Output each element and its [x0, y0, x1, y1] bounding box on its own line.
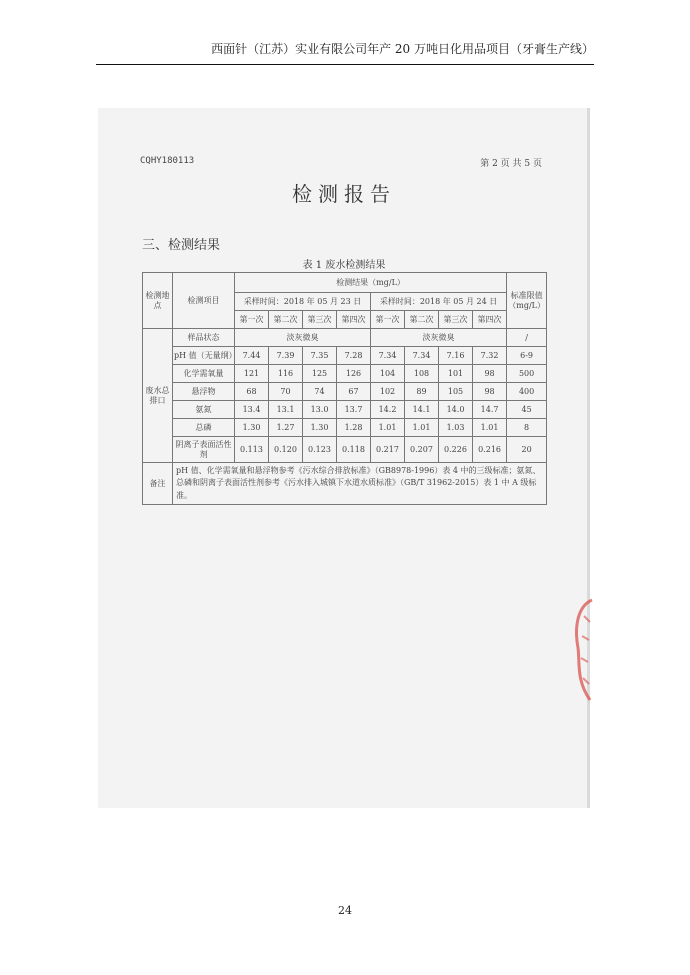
standard-cell: / [507, 329, 547, 347]
table-row [143, 401, 547, 419]
table-row [143, 347, 547, 365]
header-time: 第二次 [405, 311, 439, 329]
value-cell: 7.34 [405, 347, 439, 365]
value-cell: 101 [439, 365, 473, 383]
value-cell: 121 [235, 365, 269, 383]
table-row [143, 437, 547, 463]
value-cell: 7.39 [269, 347, 303, 365]
value-cell: 0.216 [473, 437, 507, 463]
item-cell: 氨氮 [173, 401, 235, 419]
item-cell: 样品状态 [173, 329, 235, 347]
value-cell: 14.1 [405, 401, 439, 419]
value-cell: 0.217 [371, 437, 405, 463]
value-cell: 7.44 [235, 347, 269, 365]
value-cell: 67 [337, 383, 371, 401]
note-text: pH 值、化学需氧量和悬浮物参考《污水综合排放标准》（GB8978-1996）表 4 中的三级标准；氨氮、总磷和阴离子表面活性剂参考《污水排入城镇下水道水质标准》（GB/T 31962-2015）表 1 中 A 级标准。 [173, 463, 547, 505]
value-cell: 14.2 [371, 401, 405, 419]
note-label: 备注 [143, 463, 173, 505]
value-cell: 98 [473, 365, 507, 383]
value-cell: 0.113 [235, 437, 269, 463]
value-cell: 13.4 [235, 401, 269, 419]
standard-cell: 20 [507, 437, 547, 463]
value-cell: 0.123 [303, 437, 337, 463]
value-cell: 1.27 [269, 419, 303, 437]
header-time: 第二次 [269, 311, 303, 329]
value-cell: 70 [269, 383, 303, 401]
table-row [143, 419, 547, 437]
report-title: 检测报告 [292, 182, 396, 206]
value-cell: 13.1 [269, 401, 303, 419]
standard-cell: 500 [507, 365, 547, 383]
table-row [143, 329, 547, 347]
item-cell: 化学需氧量 [173, 365, 235, 383]
value-cell: 13.0 [303, 401, 337, 419]
value-cell: 7.16 [439, 347, 473, 365]
value-cell: 0.207 [405, 437, 439, 463]
header-time: 第三次 [303, 311, 337, 329]
value-cell: 14.7 [473, 401, 507, 419]
value-cell: 116 [269, 365, 303, 383]
value-cell: 1.03 [439, 419, 473, 437]
header-time: 第一次 [235, 311, 269, 329]
standard-cell: 6-9 [507, 347, 547, 365]
header-rule [96, 64, 594, 65]
standard-cell: 45 [507, 401, 547, 419]
value-cell: 1.30 [235, 419, 269, 437]
value-cell: 7.34 [371, 347, 405, 365]
table-row [143, 365, 547, 383]
value-cell: 7.32 [473, 347, 507, 365]
value-cell: 74 [303, 383, 337, 401]
page-header: 西面针（江苏）实业有限公司年产 20 万吨日化用品项目（牙膏生产线） [211, 42, 594, 56]
header-date-1: 采样时间：2018 年 05 月 23 日 [235, 293, 371, 311]
sample-state-cell: 淡灰微臭 [371, 329, 507, 347]
value-cell: 98 [473, 383, 507, 401]
header-time: 第四次 [473, 311, 507, 329]
value-cell: 0.120 [269, 437, 303, 463]
value-cell: 14.0 [439, 401, 473, 419]
table-row [143, 383, 547, 401]
value-cell: 125 [303, 365, 337, 383]
wastewater-results-table [142, 272, 547, 505]
value-cell: 1.01 [473, 419, 507, 437]
value-cell: 0.118 [337, 437, 371, 463]
value-cell: 105 [439, 383, 473, 401]
item-cell: 总磷 [173, 419, 235, 437]
section-title: 三、检测结果 [142, 238, 221, 253]
standard-cell: 400 [507, 383, 547, 401]
header-date-2: 采样时间：2018 年 05 月 24 日 [371, 293, 507, 311]
value-cell: 104 [371, 365, 405, 383]
value-cell: 1.30 [303, 419, 337, 437]
location-cell: 废水总排口 [143, 329, 173, 463]
scanned-report-page [98, 108, 590, 808]
page-number: 24 [338, 904, 352, 917]
value-cell: 7.28 [337, 347, 371, 365]
header-results: 检测结果（mg/L） [235, 273, 507, 293]
report-page-indicator: 第 2 页 共 5 页 [480, 159, 542, 169]
value-cell: 102 [371, 383, 405, 401]
header-time: 第三次 [439, 311, 473, 329]
standard-cell: 8 [507, 419, 547, 437]
table-row [143, 463, 547, 505]
item-cell: 悬浮物 [173, 383, 235, 401]
value-cell: 108 [405, 365, 439, 383]
value-cell: 0.226 [439, 437, 473, 463]
value-cell: 13.7 [337, 401, 371, 419]
item-cell: pH 值（无量纲） [173, 347, 235, 365]
header-time: 第一次 [371, 311, 405, 329]
sample-state-cell: 淡灰微臭 [235, 329, 371, 347]
header-time: 第四次 [337, 311, 371, 329]
value-cell: 89 [405, 383, 439, 401]
value-cell: 1.01 [405, 419, 439, 437]
report-id: CQHY180113 [140, 156, 195, 166]
table-caption: 表 1 废水检测结果 [302, 260, 386, 271]
header-location: 检测地点 [143, 273, 173, 329]
red-seal-stamp [570, 596, 596, 706]
value-cell: 1.28 [337, 419, 371, 437]
header-item: 检测项目 [173, 273, 235, 329]
value-cell: 126 [337, 365, 371, 383]
item-cell: 阴离子表面活性剂 [173, 437, 235, 463]
value-cell: 7.35 [303, 347, 337, 365]
header-standard: 标准限值（mg/L） [507, 273, 547, 329]
value-cell: 68 [235, 383, 269, 401]
value-cell: 1.01 [371, 419, 405, 437]
